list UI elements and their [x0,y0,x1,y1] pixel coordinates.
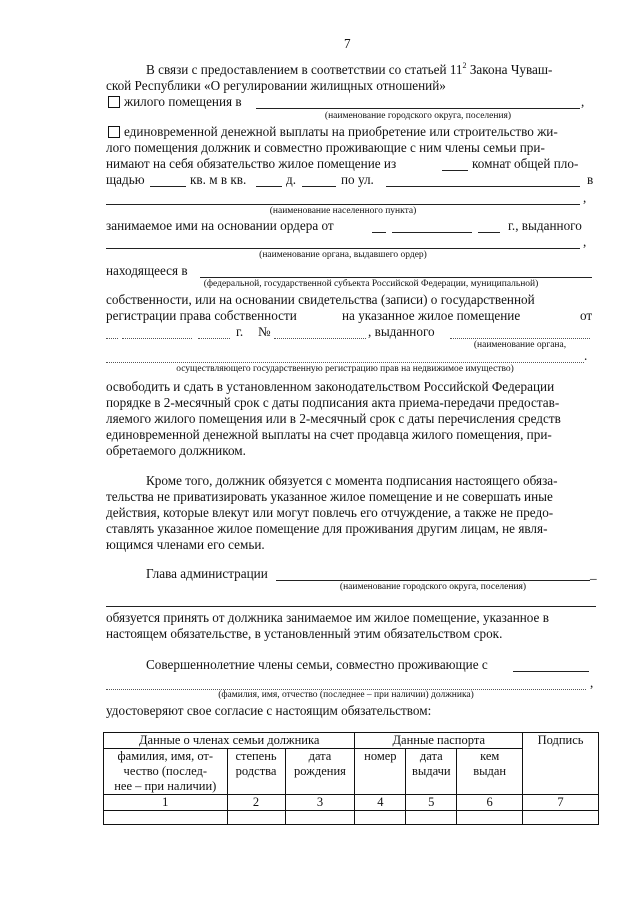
area-text: комнат общей пло- [472,156,579,171]
payment-option-line-1: единовременной денежной выплаты на приобретение или строительство жи- [124,124,558,139]
debtor-name-comma: , [590,675,594,690]
order-year-field[interactable] [478,232,500,233]
cert-issued-label: , выданного [368,324,435,339]
moreover-line-1: Кроме того, должник обязуется с момента подписания настоящего обяза- [146,473,558,488]
locality-field[interactable] [106,204,580,205]
in-label: в [587,172,594,187]
cert-day-field[interactable] [106,338,118,339]
head-admin-field[interactable] [276,580,590,581]
col-number-5: 5 [406,795,457,811]
street-field[interactable] [386,186,580,187]
table-row[interactable] [104,811,599,825]
municipality-field[interactable] [256,108,580,109]
cert-organ-caption: (наименование органа, [473,340,567,350]
housing-option-checkbox[interactable] [108,96,120,108]
intro-line-1 [146,62,552,78]
col-issued-by-header [457,749,523,795]
table-cell[interactable] [457,811,523,825]
payment-option-line-2: лого помещения должник и совместно проживающие с ним члены семьи при- [106,140,545,155]
col-issue-date-line-2: выдачи [411,764,451,778]
col-issue-date-line-1: дата [419,749,443,763]
order-organ-field[interactable] [106,248,580,249]
release-line-1: освободить и сдать в установленном законодательством Российской Федерации [106,379,555,394]
ownership-field[interactable] [200,277,592,278]
release-line-3: ляемого жилого помещения или в 2-месячный срок с даты перечисления средств [106,411,561,426]
col-issued-by-line-2: выдан [473,764,507,778]
col-fio-line-1: фамилия, имя, от- [117,749,214,763]
cert-number-label: № [258,324,271,339]
certify-text: удостоверяют свое согласие с настоящим обязательством: [106,703,432,718]
street-label: по ул. [341,172,374,187]
order-month-field[interactable] [392,232,472,233]
moreover-line-2: тельства не приватизировать указанное жилое помещение и не совершать иные [106,489,553,504]
col-number-2: 2 [227,795,285,811]
col-birth-line-2: рождения [294,764,346,778]
head-admin-field-cont[interactable] [106,606,596,607]
locality-caption: (наименование населенного пункта) [269,206,417,216]
group-passport-header: Данные паспорта [355,733,523,749]
house-field[interactable] [302,186,336,187]
adult-members-label: Совершеннолетние члены семьи, совместно проживающие с [146,657,488,672]
intro-line-2: ской Республики «О регулировании жилищных отношений» [106,78,446,93]
cert-number-field[interactable] [274,338,366,339]
col-fio-line-2: чество (послед- [123,764,208,778]
col-birth-header [285,749,355,795]
col-fio-header [104,749,228,795]
col-number-1: 1 [104,795,228,811]
col-issue-date-header [406,749,457,795]
cert-organ-field-cont[interactable] [106,362,584,363]
table-cell[interactable] [227,811,285,825]
col-number-7: 7 [523,795,599,811]
registration-from-label: от [580,308,593,323]
housing-option-label: жилого помещения в [124,94,242,109]
debtor-name-caption: (фамилия, имя, отчество (последнее – при наличии) должника) [218,690,474,700]
col-kinship-header [227,749,285,795]
table-cell[interactable] [285,811,355,825]
moreover-line-4: ставлять указанное жилое помещение для проживания другим лицам, не явля- [106,521,548,536]
cert-month-field[interactable] [122,338,192,339]
cert-organ-period: . [584,348,588,363]
family-members-table [103,732,599,825]
rooms-text: нимают на себя обязательство жилое помещение из [106,156,397,171]
house-label: д. [286,172,297,187]
table-cell[interactable] [406,811,457,825]
municipality-caption: (наименование городского округа, поселения) [324,111,512,121]
apartment-field[interactable] [256,186,282,187]
col-number-4: 4 [355,795,406,811]
moreover-line-3: действия, которые влекут или могут повлечь его отчуждение, а также не предо- [106,505,554,520]
release-line-4: единовременной денежной выплаты на счет продавца жилого помещения, при- [106,427,552,442]
col-number-header: номер [355,749,406,795]
head-admin-line-2: настоящем обязательстве, в установленный этим обязательством срок. [106,626,503,641]
intro-text-a: В связи с предоставлением в соответствии со статьей 11 [146,62,463,77]
located-label: находящееся в [106,263,188,278]
ownership-line-1: собственности, или на основании свидетельства (записи) о государственной [106,292,535,307]
col-fio-line-3: нее – при наличии) [114,779,217,793]
col-number-6: 6 [457,795,523,811]
order-text: занимаемое ими на основании ордера от [106,218,334,233]
issued-label: г., выданного [508,218,582,233]
apartment-label: кв. м в кв. [190,172,247,187]
cert-year-label: г. [236,324,244,339]
col-kinship-line-2: родства [235,764,277,778]
registration-text: регистрации права собственности [106,308,297,323]
table-group-header-row [104,733,599,749]
release-line-2: порядке в 2-месячный срок с даты подписания акта приема-передачи предостав- [106,395,560,410]
head-admin-underscore: _ [590,566,597,581]
registration-text-b: на указанное жилое помещение [342,308,521,323]
locality-comma: , [583,190,587,205]
article-superscript: 2 [462,60,467,70]
debtor-name-field[interactable] [513,671,589,672]
table-number-row [104,795,599,811]
release-line-5: обретаемого должником. [106,443,246,458]
cert-year-field[interactable] [198,338,230,339]
payment-option-checkbox[interactable] [108,126,120,138]
order-organ-comma: , [583,234,587,249]
cert-organ-caption-cont: осуществляющего государственную регистрацию прав на недвижимое имущество) [176,364,514,374]
signature-header: Подпись [523,733,599,795]
rooms-field[interactable] [442,170,468,171]
table-cell[interactable] [104,811,228,825]
area-field[interactable] [150,186,186,187]
group-members-header: Данные о членах семьи должника [104,733,355,749]
page-number: 7 [344,36,351,51]
ownership-caption: (федеральной, государственной субъекта Российской Федерации, муниципальной) [203,279,539,289]
col-number-3: 3 [285,795,355,811]
head-admin-label: Глава администрации [146,566,268,581]
order-day-field[interactable] [372,232,386,233]
moreover-line-5: ющимся членами его семьи. [106,537,265,552]
col-issued-by-line-1: кем [480,749,500,763]
col-kinship-line-1: степень [235,749,277,763]
option1-comma: , [581,94,585,109]
area-label: щадью [106,172,145,187]
table-cell[interactable] [355,811,406,825]
head-admin-caption: (наименование городского округа, поселения) [339,582,527,592]
head-admin-line-1: обязуется принять от должника занимаемое им жилое помещение, указанное в [106,610,549,625]
col-birth-line-1: дата [308,749,332,763]
cert-organ-field[interactable] [450,338,590,339]
table-cell[interactable] [523,811,599,825]
intro-text-b: Закона Чуваш- [466,62,553,77]
order-organ-caption: (наименование органа, выдавшего ордер) [259,250,427,260]
